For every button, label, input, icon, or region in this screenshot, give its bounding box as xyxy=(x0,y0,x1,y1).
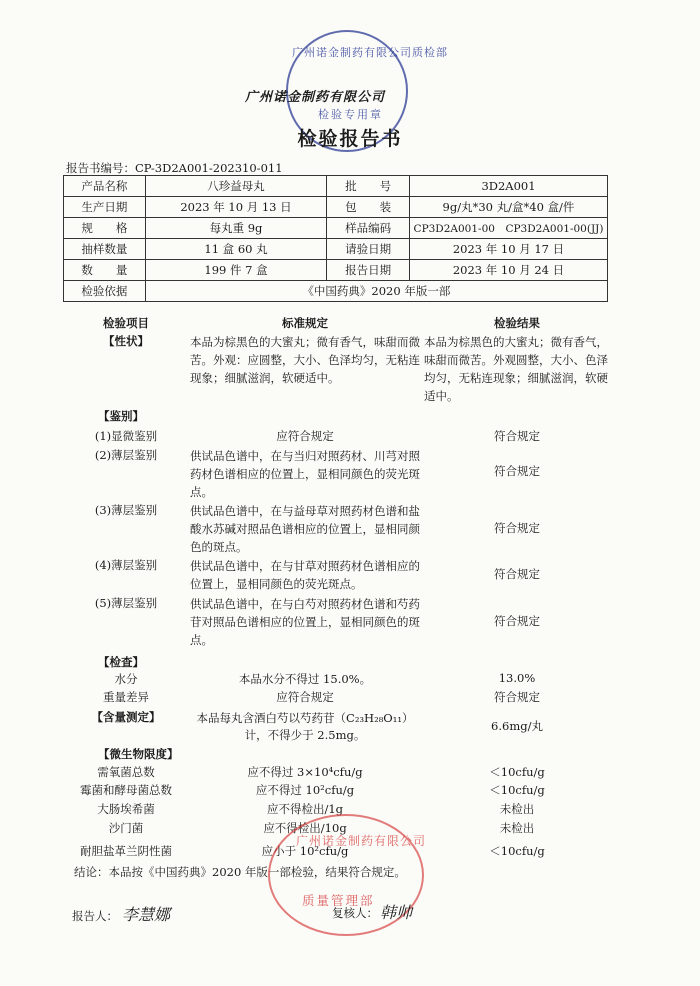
character-result: 本品为棕黑色的大蜜丸；微有香气，味甜而微苦。外观圆整，大小、色泽均匀，无粘连现象；细腻滋润，软硬适中。 xyxy=(424,335,608,403)
character-standard: 本品为棕黑色的大蜜丸；微有香气，味甜而微苦。外观：应圆整，大小、色泽均匀，无粘连现象；细腻滋润，软硬适中。 xyxy=(190,335,420,385)
table-row xyxy=(64,281,608,302)
salmonella-name: 沙门菌 xyxy=(108,821,144,835)
mold-yeast-standard: 应不得过 10²cfu/g xyxy=(255,783,355,797)
aerobic-count-result: ＜10cfu/g xyxy=(489,765,545,779)
microbial-section: 【微生物限度】 xyxy=(98,747,179,761)
sample-code-value: CP3D2A001-00 CP3D2A001-00(JJ) xyxy=(410,218,608,239)
result-column-header: 检验结果 xyxy=(494,316,540,330)
request-date-value: 2023 年 10 月 17 日 xyxy=(410,239,608,260)
ident-5-name: (5)薄层鉴别 xyxy=(94,596,158,610)
ident-1-result: 符合规定 xyxy=(494,429,540,443)
conclusion-text: 结论：本品按《中国药典》2020 年版一部检验，结果符合规定。 xyxy=(74,865,406,879)
assay-standard-line1: 本品每丸含酒白芍以芍药苷（C₂₃H₂₈O₁₁） xyxy=(196,711,414,725)
table-row xyxy=(64,239,608,260)
ident-4-result: 符合规定 xyxy=(494,567,540,581)
ecoli-standard: 应不得检出/1g xyxy=(266,802,344,816)
package-label: 包 装 xyxy=(327,197,410,218)
ident-5-result: 符合规定 xyxy=(494,614,540,628)
sample-qty-label: 抽样数量 xyxy=(64,239,146,260)
bile-tolerant-result: ＜10cfu/g xyxy=(489,844,545,858)
weight-variation-result: 符合规定 xyxy=(494,690,540,704)
quantity-value: 199 件 7 盒 xyxy=(145,260,327,281)
moisture-standard: 本品水分不得过 15.0%。 xyxy=(238,672,372,686)
inspection-stamp-arc-text: 广州诺金制药有限公司质检部 xyxy=(292,46,448,59)
document-title: 检验报告书 xyxy=(297,128,403,150)
spec-label: 规 格 xyxy=(64,218,146,239)
ident-2-standard: 供试品色谱中，在与当归对照药材、川芎对照药材色谱相应的位置上，显相同颜色的荧光斑点。 xyxy=(190,449,420,499)
assay-standard-line2: 计，不得少于 2.5mg。 xyxy=(244,728,366,742)
basis-label: 检验依据 xyxy=(64,281,146,302)
ident-2-result: 符合规定 xyxy=(494,464,540,478)
product-info-table xyxy=(63,175,608,302)
ident-5-standard: 供试品色谱中，在与白芍对照药材色谱和芍药苷对照品色谱相应的位置上，显相同颜色的斑点。 xyxy=(190,597,420,647)
weight-variation-standard: 应符合规定 xyxy=(276,690,334,704)
ecoli-name: 大肠埃希菌 xyxy=(97,802,155,816)
ident-4-name: (4)薄层鉴别 xyxy=(94,558,158,572)
aerobic-count-standard: 应不得过 3×10⁴cfu/g xyxy=(247,765,363,779)
inspection-section: 【检查】 xyxy=(98,655,144,669)
product-name-value: 八珍益母丸 xyxy=(145,176,327,197)
report-date-value: 2023 年 10 月 24 日 xyxy=(410,260,608,281)
quality-dept-stamp-sub-text: 质量管理部 xyxy=(302,893,375,908)
table-row xyxy=(64,218,608,239)
table-row xyxy=(64,197,608,218)
production-date-label: 生产日期 xyxy=(64,197,146,218)
ident-2-name: (2)薄层鉴别 xyxy=(94,448,158,462)
salmonella-result: 未检出 xyxy=(499,821,535,835)
product-name-label: 产品名称 xyxy=(64,176,146,197)
ident-4-standard: 供试品色谱中，在与甘草对照药材色谱相应的位置上，显相同颜色的荧光斑点。 xyxy=(190,559,420,591)
ident-3-name: (3)薄层鉴别 xyxy=(94,503,158,517)
spec-value: 每丸重 9g xyxy=(145,218,327,239)
quantity-label: 数 量 xyxy=(64,260,146,281)
moisture-result: 13.0% xyxy=(498,671,536,685)
mold-yeast-result: ＜10cfu/g xyxy=(489,783,545,797)
basis-value: 《中国药典》2020 年版一部 xyxy=(145,281,607,302)
reporter-signature: 李慧娜 xyxy=(122,905,171,924)
assay-result: 6.6mg/丸 xyxy=(491,719,543,733)
reviewer-label: 复核人： xyxy=(332,906,378,920)
quality-dept-stamp-arc-text: 广州诺金制药有限公司 xyxy=(296,834,427,848)
ident-3-result: 符合规定 xyxy=(494,521,540,535)
moisture-name: 水分 xyxy=(114,672,138,686)
ident-3-standard: 供试品色谱中，在与益母草对照药材色谱和盐酸水苏碱对照品色谱相应的位置上，显相同颜色的斑点。 xyxy=(190,504,420,554)
character-section: 【性状】 xyxy=(103,334,149,348)
company-stamp-text: 广州诺金制药有限公司 xyxy=(245,90,386,105)
item-column-header: 检验项目 xyxy=(103,316,149,330)
salmonella-standard: 应不得检出/10g xyxy=(263,821,347,835)
sample-qty-value: 11 盒 60 丸 xyxy=(145,239,327,260)
inspection-stamp-sub-text: 检验专用章 xyxy=(318,108,383,121)
table-row xyxy=(64,176,608,197)
aerobic-count-name: 需氧菌总数 xyxy=(97,765,155,779)
ident-1-name: (1)显微鉴别 xyxy=(94,429,158,443)
report-date-label: 报告日期 xyxy=(327,260,410,281)
reviewer-signature: 韩帅 xyxy=(380,903,413,922)
mold-yeast-name: 霉菌和酵母菌总数 xyxy=(80,783,172,797)
identification-section: 【鉴别】 xyxy=(98,409,144,423)
production-date-value: 2023 年 10 月 13 日 xyxy=(145,197,327,218)
weight-variation-name: 重量差异 xyxy=(103,690,149,704)
report-number: 报告书编号：CP-3D2A001-202310-011 xyxy=(66,161,283,175)
batch-label: 批 号 xyxy=(327,176,410,197)
ident-1-standard: 应符合规定 xyxy=(276,429,334,443)
bile-tolerant-name: 耐胆盐革兰阴性菌 xyxy=(80,844,172,858)
standard-column-header: 标准规定 xyxy=(282,316,328,330)
batch-value: 3D2A001 xyxy=(410,176,608,197)
package-value: 9g/丸*30 丸/盒*40 盒/件 xyxy=(410,197,608,218)
assay-section: 【含量测定】 xyxy=(91,710,161,724)
ecoli-result: 未检出 xyxy=(499,802,535,816)
sample-code-label: 样品编码 xyxy=(327,218,410,239)
request-date-label: 请验日期 xyxy=(327,239,410,260)
bile-tolerant-standard: 应小于 10²cfu/g xyxy=(261,844,349,858)
table-row xyxy=(64,260,608,281)
reporter-label: 报告人： xyxy=(72,909,118,923)
